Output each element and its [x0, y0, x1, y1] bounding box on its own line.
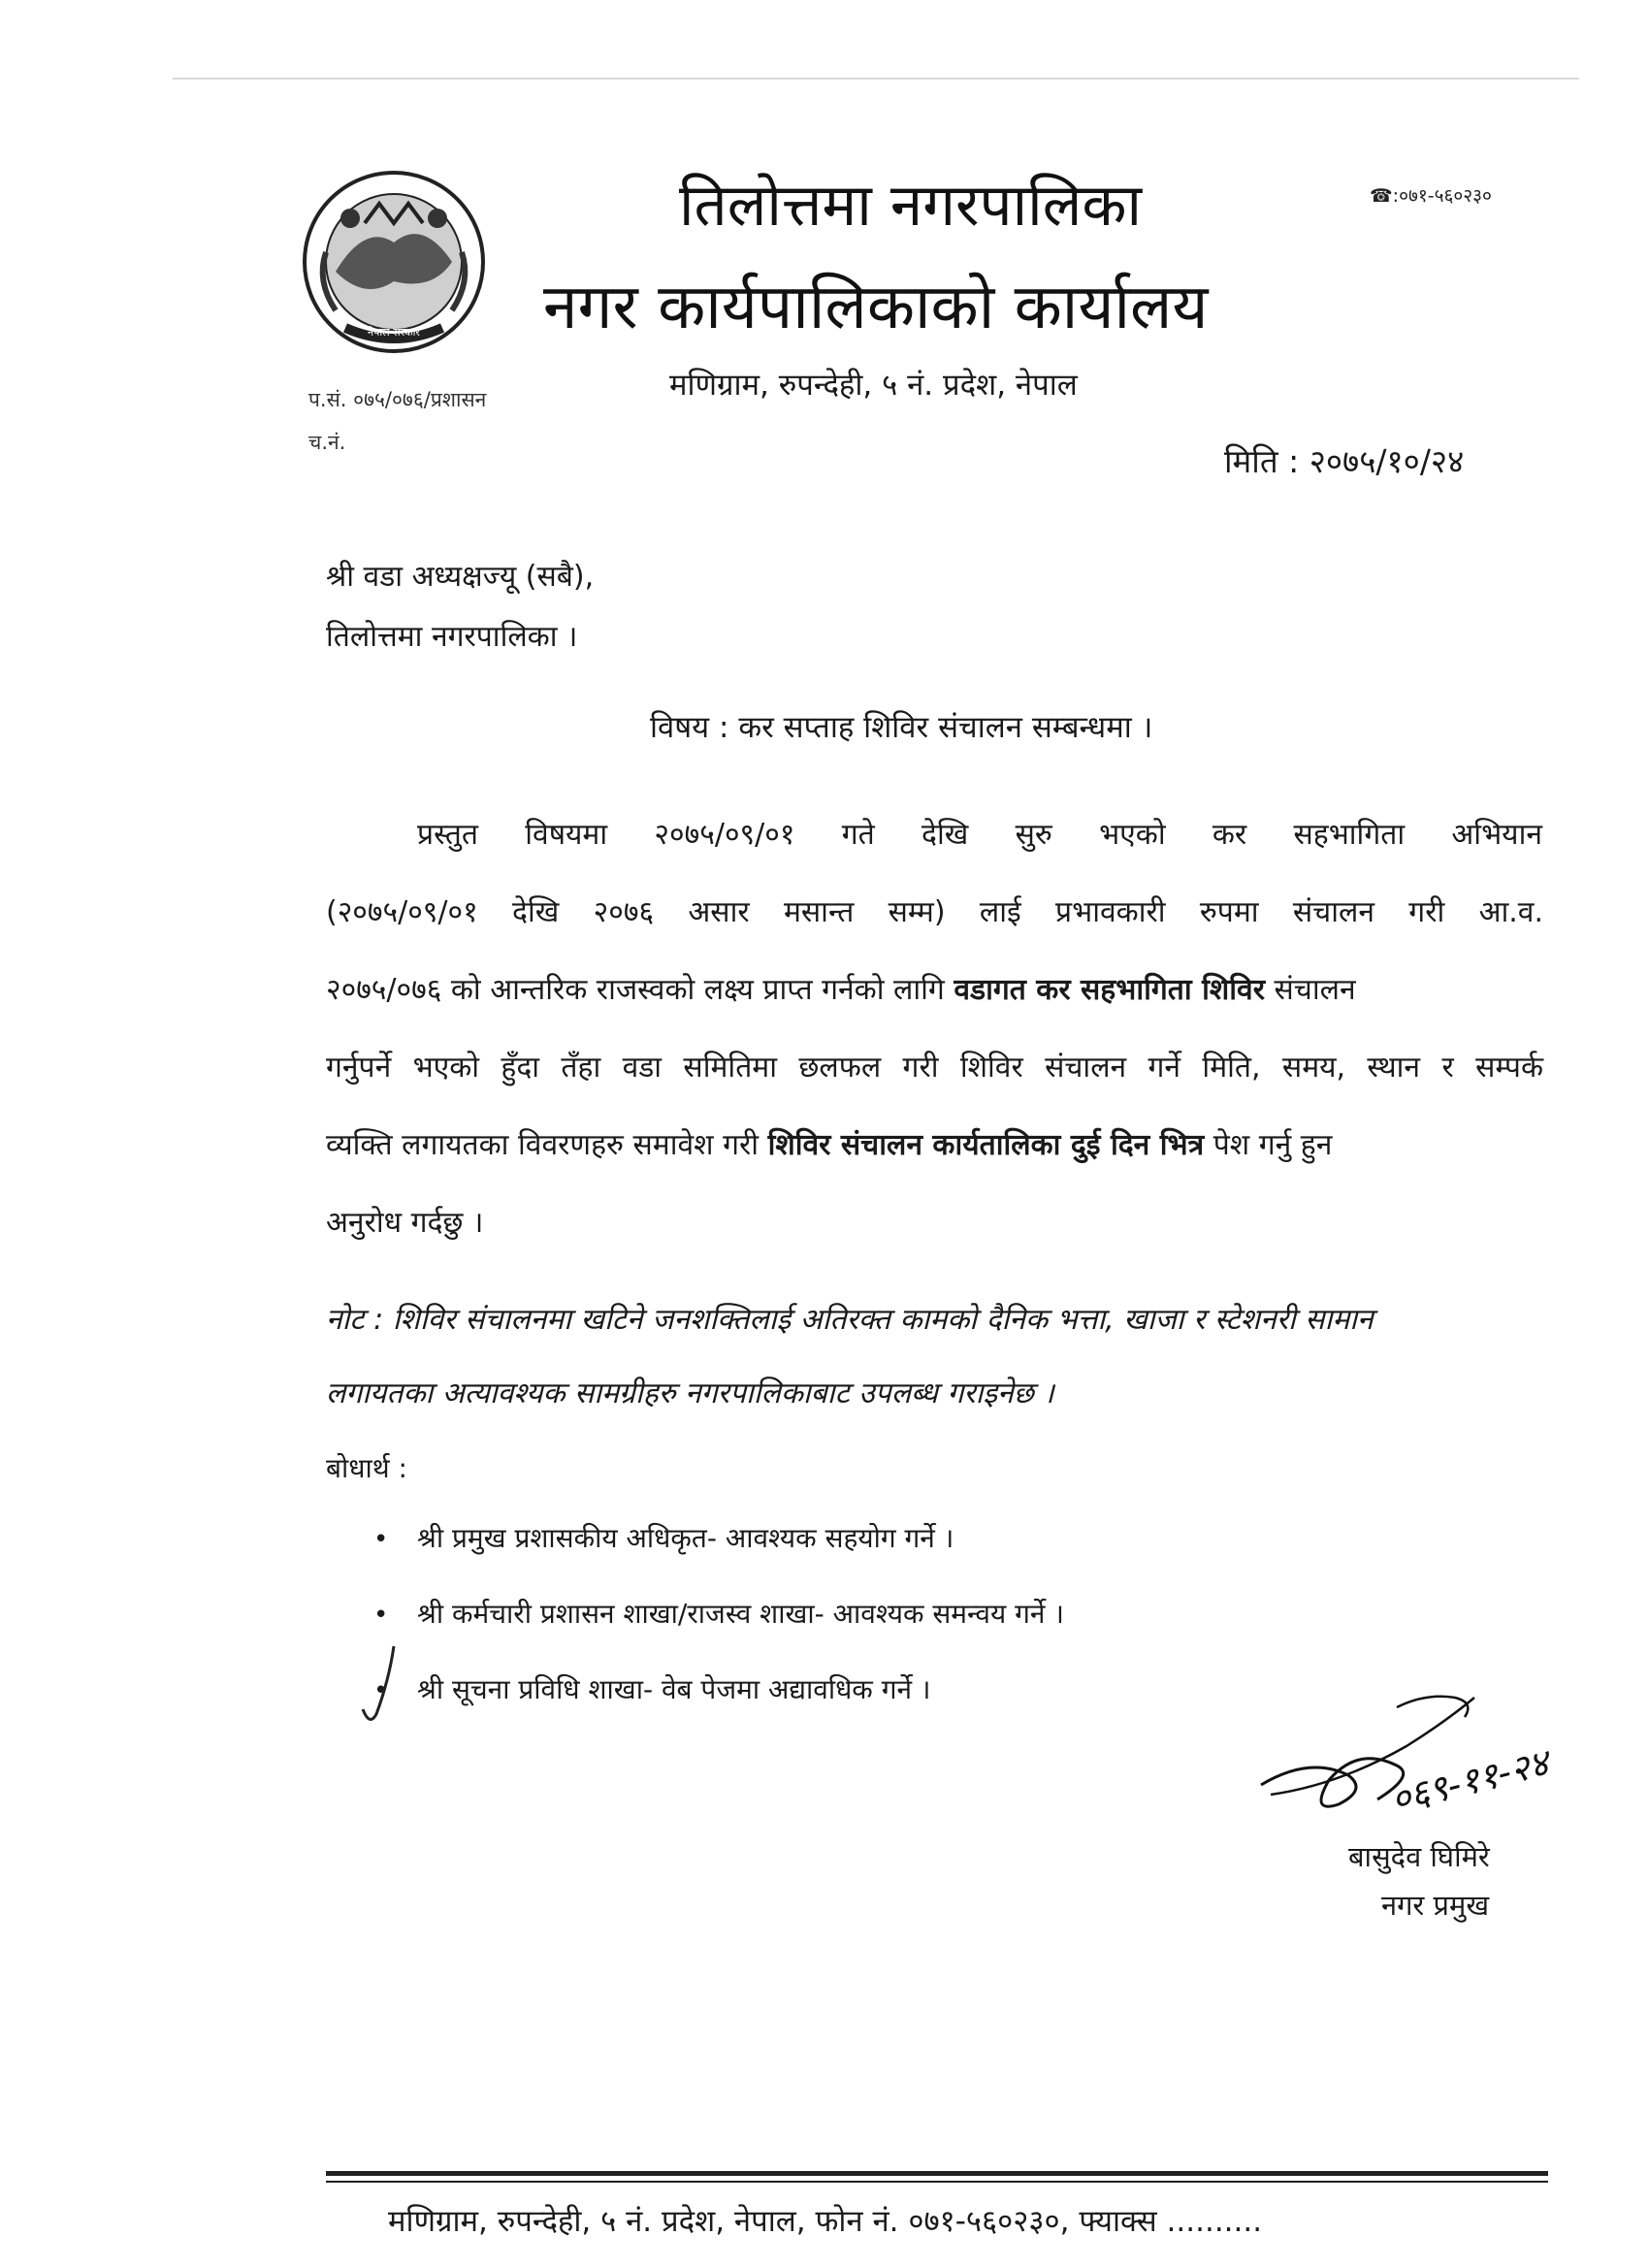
body-line-5-bold: शिविर संचालन कार्यतालिका दुई दिन भित्र — [767, 1128, 1205, 1162]
cc-bullet-3: • — [373, 1676, 389, 1705]
body-line-1: प्रस्तुत विषयमा २०७५/०९/०१ गते देखि सुरु भएको कर सहभागिता अभियान — [417, 818, 1542, 852]
government-emblem-icon — [297, 165, 491, 359]
note-line-1: नोट : शिविर संचालनमा खटिने जनशक्तिलाई अतिरक्त कामको दैनिक भत्ता, खाजा र स्टेशनरी सामान — [326, 1303, 1374, 1337]
signatory-title: नगर प्रमुख — [1381, 1889, 1490, 1922]
body-line-5-end: पेश गर्नु हुन — [1204, 1128, 1333, 1162]
body-line-5 — [326, 1123, 1332, 1163]
handwritten-date: ०६९-११-२४ — [1386, 1740, 1553, 1822]
cc-heading: बोधार्थ : — [326, 1452, 407, 1484]
office-address: मणिग्राम, रुपन्देही, ५ नं. प्रदेश, नेपाल — [669, 368, 1078, 403]
cc-bullet-1: • — [373, 1525, 389, 1554]
cc-item-1: श्री प्रमुख प्रशासकीय अधिकृत- आवश्यक सहयोग गर्ने । — [417, 1522, 954, 1554]
note-line-2: लगायतका अत्यावश्यक सामग्रीहरु नगरपालिकाबाट उपलब्ध गराइनेछ । — [326, 1377, 1054, 1410]
handwritten-check-icon — [355, 1641, 413, 1729]
footer-rule — [326, 2171, 1548, 2176]
body-line-3-bold: वडागत कर सहभागिता शिविर — [954, 973, 1265, 1007]
body-line-3-end: संचालन — [1264, 973, 1356, 1007]
letter-date: मिति : २०७५/१०/२४ — [1224, 442, 1465, 480]
body-line-2: (२०७५/०९/०१ देखि २०७६ असार मसान्त सम्म) लाई प्रभावकारी रुपमा संचालन गरी आ.व. — [326, 895, 1543, 929]
body-line-5-text: व्यक्ति लगायतका विवरणहरु समावेश गरी — [326, 1128, 768, 1162]
body-line-3-text: २०७५/०७६ को आन्तरिक राजस्वको लक्ष्य प्राप्त गर्नको लागि — [326, 973, 954, 1007]
phone-number: ☎:०७१-५६०२३० — [1370, 185, 1492, 207]
signature-icon — [1251, 1669, 1610, 1843]
reference-number: प.सं. ०७५/०७६/प्रशासन — [308, 388, 487, 411]
subject-line: विषय : कर सप्ताह शिविर संचालन सम्बन्धमा । — [650, 710, 1153, 745]
cc-bullet-2: • — [373, 1601, 389, 1630]
recipient-line-1: श्री वडा अध्यक्षज्यू (सबै), — [326, 560, 595, 594]
office-name: तिलोत्तमा नगरपालिका — [679, 172, 1142, 240]
cc-item-3: श्री सूचना प्रविधि शाखा- वेब पेजमा अद्यावधिक गर्ने । — [417, 1673, 931, 1705]
footer-rule-thin — [326, 2181, 1548, 2183]
top-rule — [173, 78, 1579, 80]
footer-address: मणिग्राम, रुपन्देही, ५ नं. प्रदेश, नेपाल, फोन नं. ०७१-५६०२३०, फ्याक्स .......... — [388, 2204, 1263, 2239]
recipient-line-2: तिलोत्तमा नगरपालिका । — [326, 620, 578, 654]
emblem-motto: नेपाल सरकार — [368, 326, 420, 339]
body-line-6: अनुरोध गर्दछु । — [326, 1206, 484, 1240]
cc-item-2: श्री कर्मचारी प्रशासन शाखा/राजस्व शाखा- आवश्यक समन्वय गर्ने । — [417, 1598, 1064, 1630]
body-line-4: गर्नुपर्ने भएको हुँदा तँहा वडा समितिमा छलफल गरी शिविर संचालन गर्ने मिति, समय, स्थान र सम्पर्क — [326, 1051, 1543, 1085]
body-line-3 — [326, 968, 1356, 1008]
dispatch-number: च.नं. — [308, 431, 346, 454]
signatory-name: बासुदेव घिमिरे — [1348, 1840, 1490, 1873]
office-subtitle: नगर कार्यपालिकाको कार्यालय — [543, 272, 1209, 343]
